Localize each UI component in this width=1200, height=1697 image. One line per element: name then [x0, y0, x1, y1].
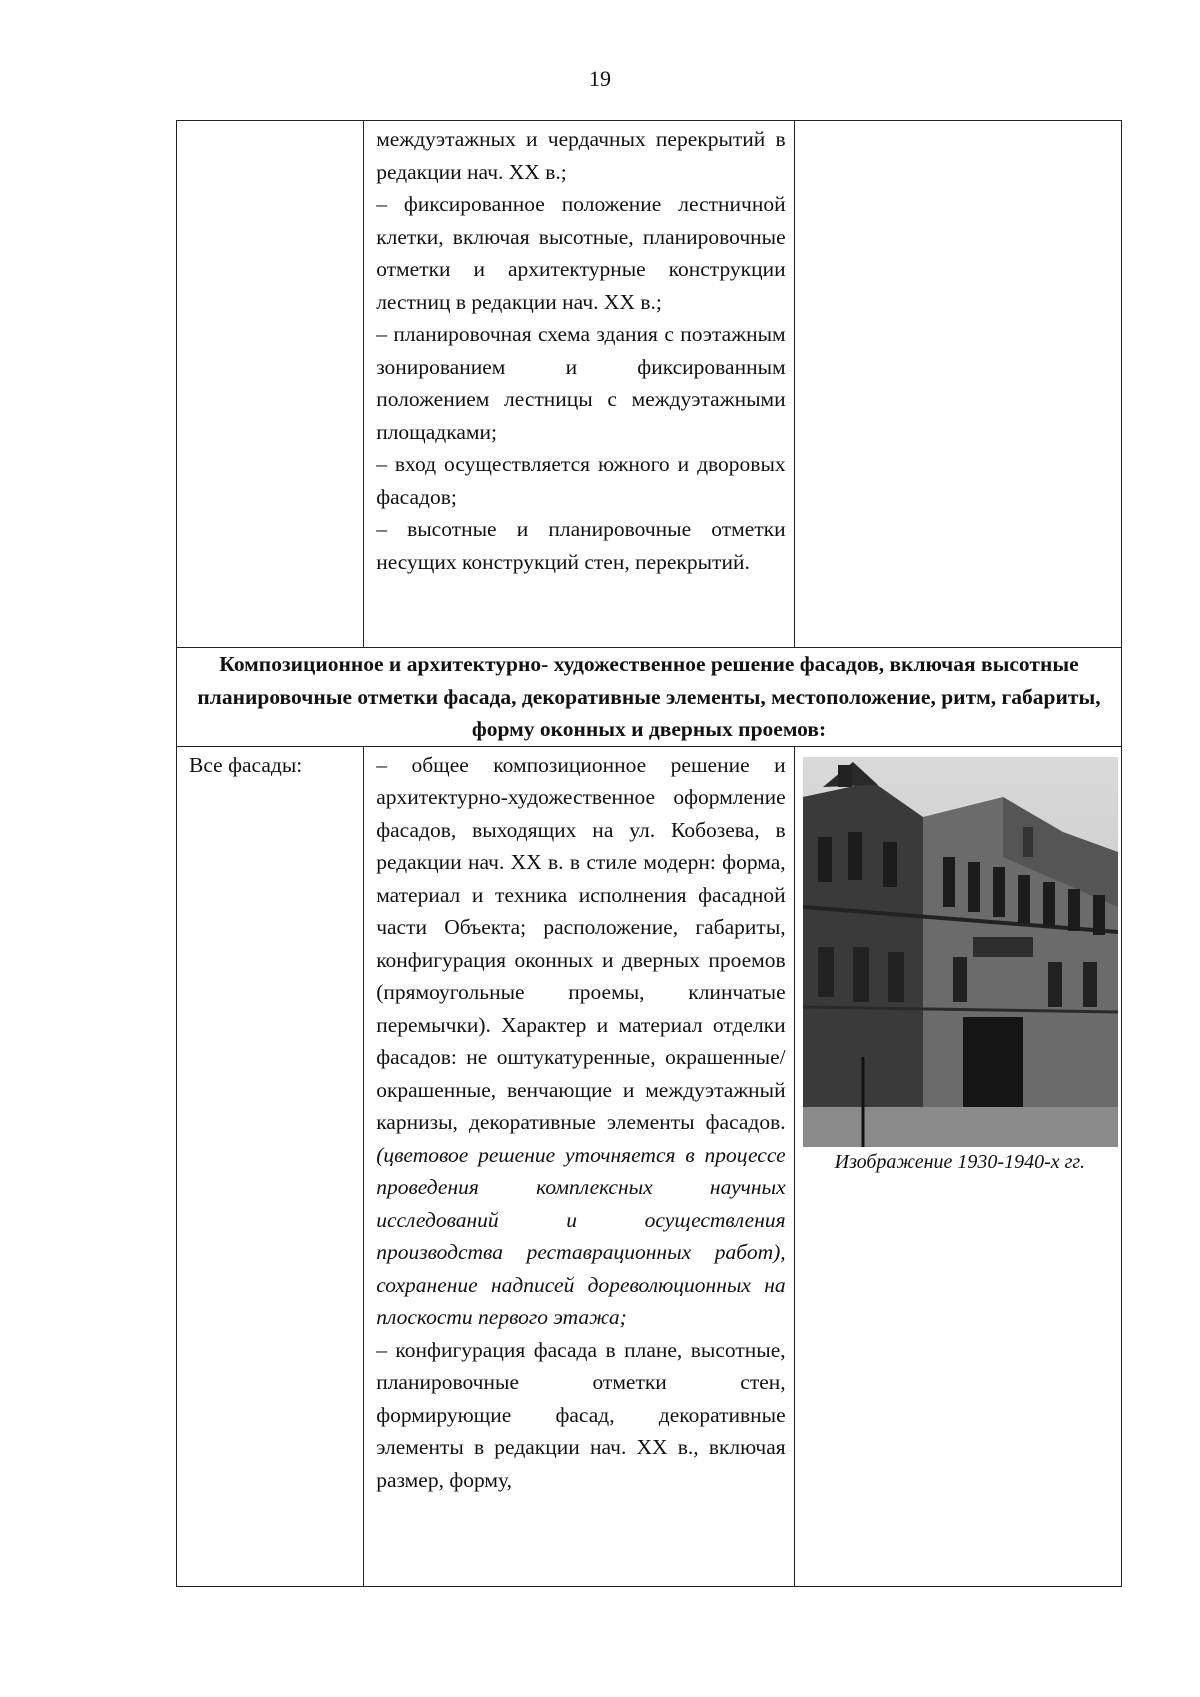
- historic-photo-cell: [794, 746, 1121, 1586]
- list-item: – фиксированное положение лестничной клетки, включая высотные, планировочные отметки и архитектурные конструкции лестниц в редакции нач. XX в.;: [376, 192, 786, 314]
- list-item: междуэтажных и чердачных перекрытий в редакции нач. XX в.;: [376, 127, 786, 184]
- protected-features-table: [176, 120, 1122, 1587]
- description-cell: [364, 121, 794, 648]
- list-item: – вход осуществляется южного и дворовых фасадов;: [376, 452, 786, 509]
- facade-label-cell: [177, 746, 364, 1586]
- inscriptions-note: сохранение надписей дореволюционных на плоскости первого этажа;: [376, 1272, 786, 1329]
- list-item: – конфигурация фасада в плане, высотные, планировочные отметки стен, формирующие фасад, декоративные элементы в редакции нач. XX в., включая размер, форму,: [376, 1337, 786, 1492]
- section-heading-row: [177, 648, 1122, 747]
- color-solution-note: (цветовое решение уточняется в процессе проведения комплексных научных исследований и осуществления производства реставрационных работ),: [376, 1142, 786, 1264]
- table-row-facades: [177, 746, 1122, 1586]
- facade-label: Все фасады:: [189, 752, 303, 777]
- photo-caption: Изображение 1930-1940-х гг.: [834, 1150, 1085, 1173]
- facade-description-cell: [364, 746, 794, 1586]
- empty-label-cell: [177, 121, 364, 648]
- historic-building-photo: [803, 757, 1118, 1147]
- list-item: – планировочная схема здания с поэтажным зонированием и фиксированным положением лестницы с междуэтажными площадками;: [376, 322, 786, 444]
- list-item: – высотные и планировочные отметки несущих конструкций стен, перекрытий.: [376, 517, 786, 574]
- facade-text: – общее композиционное решение и архитектурно-художественное оформление фасадов, выходящих на ул. Кобозева, в редакции нач. XX в. в стиле модерн: форма, материал и техника исполнения фасадной части Объекта; расположение, габариты, конфигурация оконных и дверных проемов (прямоугольные проемы, клинчатые перемычки). Характер и материал отделки фасадов: не оштукатуренные, окрашенные/ окрашенные, венчающие и междуэтажный карнизы, декоративные элементы фасадов.: [376, 752, 786, 1134]
- empty-image-cell: [794, 121, 1121, 648]
- section-heading: Композиционное и архитектурно- художественное решение фасадов, включая высотные планировочные отметки фасада, декоративные элементы, местоположение, ритм, габариты, форму оконных и дверных проемов:: [177, 648, 1122, 747]
- facade-description: [376, 749, 785, 1334]
- page-number: 19: [589, 66, 611, 91]
- table-row-continuation: [177, 121, 1122, 648]
